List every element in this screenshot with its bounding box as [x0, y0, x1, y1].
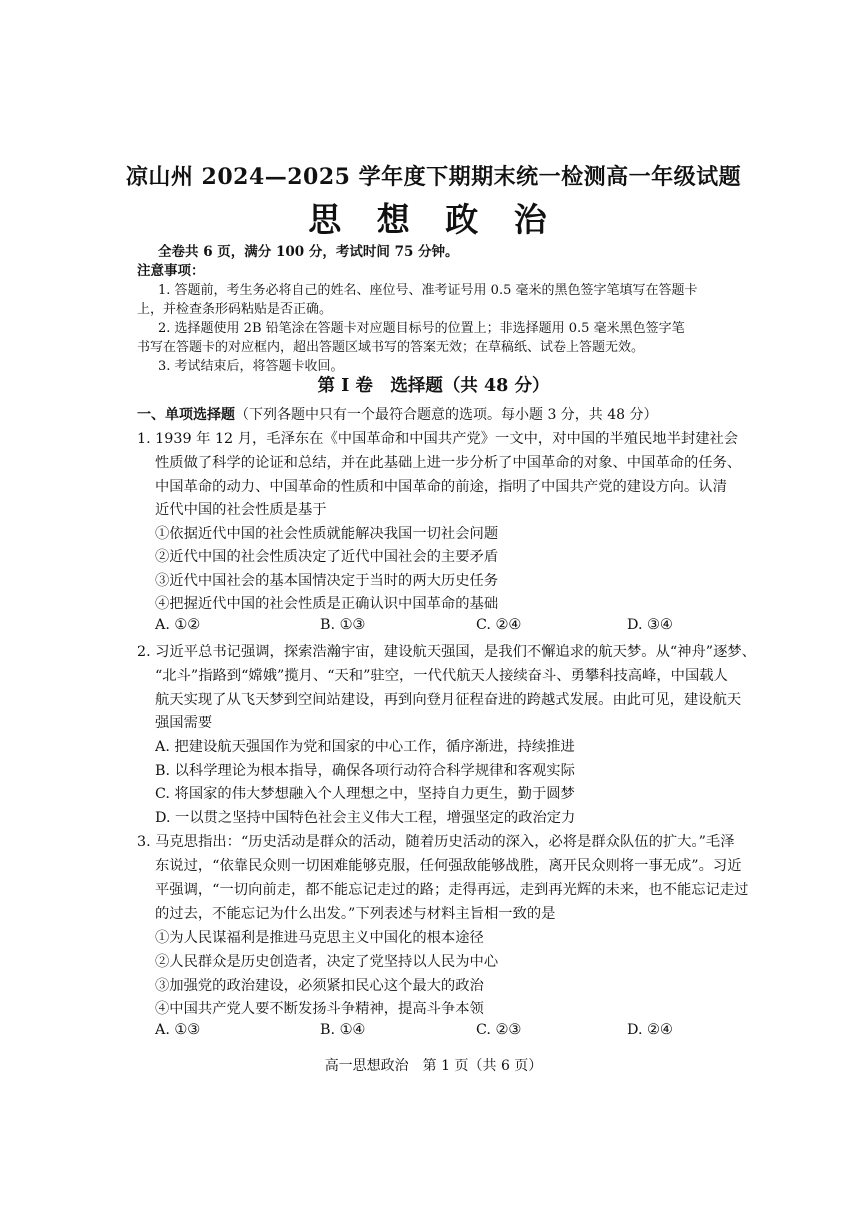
question-2-line: 强国需要 [155, 715, 213, 731]
option-b: B. ①③ [320, 617, 366, 633]
option-b: B. ①④ [320, 1022, 366, 1038]
notice-line: 3. 考试结束后，将答题卡收回。 [158, 359, 344, 374]
question-2-line: 航天实现了从飞天梦到空间站建设，再到向登月征程奋进的跨越式发展。由此可见，建设航天 [155, 692, 742, 708]
notice-line: 上，并检查条形码粘贴是否正确。 [137, 302, 333, 317]
question-3-line: 的过去，不能忘记为什么出发。”下列表述与材料主旨相一致的是 [155, 906, 556, 922]
question-1-statement: ③近代中国社会的基本国情决定于当时的两大历史任务 [155, 573, 499, 589]
notice-line: 1. 答题前，考生务必将自己的姓名、座位号、准考证号用 0.5 毫米的黑色签字笔填写在答题卡 [158, 283, 698, 298]
question-3-statement: ③加强党的政治建设，必须紧扣民心这个最大的政治 [155, 978, 484, 994]
notice-line: 书写在答题卡的对应框内，超出答题区域书写的答案无效；在草稿纸、试卷上答题无效。 [137, 340, 645, 355]
option-a: A. ①② [155, 617, 201, 633]
option-d: D. ③④ [627, 617, 673, 633]
question-1-line: 性质做了科学的论证和总结，并在此基础上进一步分析了中国革命的对象、中国革命的任务、 [155, 455, 742, 471]
question-3-statement: ②人民群众是历史创造者，决定了党坚持以人民为中心 [155, 954, 499, 970]
option-a: A. ①③ [155, 1022, 201, 1038]
exam-info: 全卷共 6 页，满分 100 分，考试时间 75 分钟。 [158, 244, 459, 260]
question-2-option: C. 将国家的伟大梦想融入个人理想之中，坚持自力更生，勤于圆梦 [155, 786, 575, 802]
question-1-line: 近代中国的社会性质是基于 [155, 502, 327, 518]
question-1-line: 1. 1939 年 12 月，毛泽东在《中国革命和中国共产党》一文中，对中国的半殖民地半封建社会 [137, 431, 739, 447]
question-2-line: “北斗”指路到“嫦娥”揽月、“天和”驻空，一代代航天人接续奋斗、勇攀科技高峰，中国载人 [155, 668, 728, 684]
question-2-option: B. 以科学理论为根本指导，确保各项行动符合科学规律和客观实际 [155, 763, 575, 779]
question-3-statement: ④中国共产党人要不断发扬斗争精神，提高斗争本领 [155, 1001, 484, 1017]
page-footer: 高一思想政治 第 1 页（共 6 页） [324, 1058, 543, 1074]
question-2-line: 2. 习近平总书记强调，探索浩瀚宇宙，建设航天强国，是我们不懈追求的航天梦。从“神舟”逐梦、 [137, 644, 756, 660]
question-1-statement: ②近代中国的社会性质决定了近代中国社会的主要矛盾 [155, 549, 499, 565]
question-3-statement: ①为人民谋福利是推进马克思主义中国化的根本途径 [155, 930, 484, 946]
subject-title: 思 想 政 治 [308, 200, 559, 239]
notice-line: 2. 选择题使用 2B 铅笔涂在答题卡对应题目标号的位置上；非选择题用 0.5 毫米黑色签字笔 [158, 321, 685, 336]
single-choice-heading-bold: 一、单项选择题 [137, 407, 235, 423]
question-3-line: 平强调，“一切向前走，都不能忘记走过的路；走得再远，走到再光辉的未来，也不能忘记走过 [155, 882, 749, 898]
single-choice-heading [137, 404, 658, 424]
question-1-line: 中国革命的动力、中国革命的性质和中国革命的前途，指明了中国共产党的建设方向。认清 [155, 479, 727, 495]
notice-heading: 注意事项： [137, 263, 205, 279]
option-c: C. ②③ [476, 1022, 522, 1038]
question-3-line: 3. 马克思指出：“历史活动是群众的活动，随着历史活动的深入，必将是群众队伍的扩大。”毛泽 [137, 834, 735, 850]
question-2-option: A. 把建设航天强国作为党和国家的中心工作，循序渐进，持续推进 [155, 739, 575, 755]
option-d: D. ②④ [627, 1022, 673, 1038]
single-choice-heading-rest: （下列各题中只有一个最符合题意的选项。每小题 3 分，共 48 分） [235, 407, 658, 423]
question-2-option: D. 一以贯之坚持中国特色社会主义伟大工程，增强坚定的政治定力 [155, 810, 576, 826]
question-1-statement: ④把握近代中国的社会性质是正确认识中国革命的基础 [155, 596, 499, 612]
option-c: C. ②④ [476, 617, 522, 633]
exam-title: 凉山州 2024—2025 学年度下期期末统一检测高一年级试题 [125, 164, 742, 190]
question-1-statement: ①依据近代中国的社会性质就能解决我国一切社会问题 [155, 526, 499, 542]
section-title: 第 Ⅰ 卷 选择题（共 48 分） [317, 376, 550, 396]
question-3-line: 东说过，“依靠民众则一切困难能够克服，任何强敌能够战胜，离开民众则将一事无成”。习近 [155, 858, 742, 874]
